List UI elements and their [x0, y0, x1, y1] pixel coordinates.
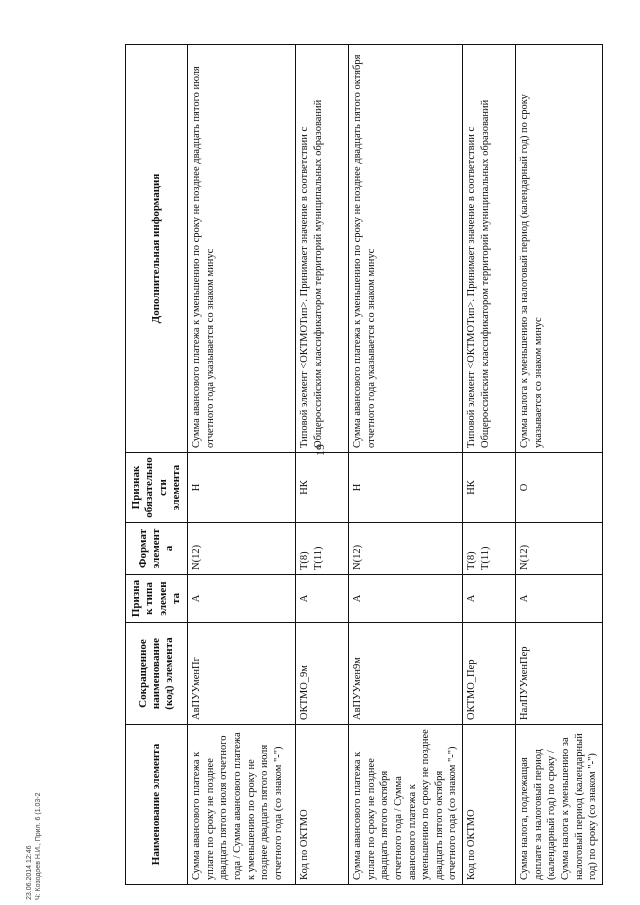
header-element-required: Признак обязательности элемента: [126, 453, 188, 523]
cell-info: Типовой элемент <ОКТМОТип>. Принимает значение в соответствии с Общероссийским классификатором территорий муниципальных образований: [296, 45, 349, 453]
cell-format: T(8) T(11): [463, 523, 516, 575]
cell-required: Н: [188, 453, 296, 523]
cell-info: Сумма налога к уменьшению за налоговый период (календарный год) по сроку указывается со знаком минус: [516, 45, 603, 453]
cell-type: А: [349, 575, 463, 623]
header-element-code: Сокращенное наименование (код) элемента: [126, 623, 188, 725]
cell-format: T(8) T(11): [296, 523, 349, 575]
stamp-author: Ч: Козодоев Н.И., Прил. 6 (1.03-2: [35, 792, 43, 900]
cell-code: АвПУУменПг: [188, 623, 296, 725]
cell-name: Код по ОКТМО: [463, 725, 516, 885]
cell-name: Сумма авансового платежа к уплате по сроку не позднее двадцать пятого июля отчетного года / Сумма авансового платежа к уменьшению по сроку не позднее двадцать пятого июля отчетного года (со знаком "-"): [188, 725, 296, 885]
table-container: [125, 45, 599, 885]
cell-code: ОКТМО_9м: [296, 623, 349, 725]
table-row: [188, 45, 296, 885]
table-row: [463, 45, 516, 885]
table-row: [516, 45, 603, 885]
cell-required: Н: [349, 453, 463, 523]
cell-info: Сумма авансового платежа к уменьшению по сроку не позднее двадцать пятого июля отчетного года указывается со знаком минус: [188, 45, 296, 453]
cell-format: N(12): [349, 523, 463, 575]
cell-type: А: [296, 575, 349, 623]
cell-required: О: [516, 453, 603, 523]
cell-format: N(12): [188, 523, 296, 575]
cell-type: А: [188, 575, 296, 623]
header-element-name: Наименование элемента: [126, 725, 188, 885]
cell-required: НК: [463, 453, 516, 523]
table-row: [349, 45, 463, 885]
cell-code: ОКТМО_Пер: [463, 623, 516, 725]
element-spec-table: [125, 44, 603, 885]
cell-name: Код по ОКТМО: [296, 725, 349, 885]
cell-code: НалПУУменПер: [516, 623, 603, 725]
table-row: [296, 45, 349, 885]
stamp-date: 23.06.2014 12:46: [26, 845, 33, 900]
header-element-format: Формат элемента: [126, 523, 188, 575]
table-header-row: [126, 45, 188, 885]
cell-name: Сумма авансового платежа к уплате по сроку не позднее двадцать пятого октября отчетного года / Сумма авансового платежа к уменьшению по сроку не позднее двадцать пятого октября отчетного года (со знаком "-"): [349, 725, 463, 885]
cell-info: Типовой элемент <ОКТМОТип>. Принимает значение в соответствии с Общероссийским классификатором территорий муниципальных образований: [463, 45, 516, 453]
cell-type: А: [463, 575, 516, 623]
header-additional-info: Дополнительная информация: [126, 45, 188, 453]
cell-name: Сумма налога, подлежащая доплате за налоговый период (календарный год) по сроку / Сумма налога к уменьшению за налоговый период (календарный год) по сроку (со знаком "-"): [516, 725, 603, 885]
cell-format: N(12): [516, 523, 603, 575]
cell-required: НК: [296, 453, 349, 523]
page-number: 19: [312, 444, 327, 456]
cell-code: АвПУУмен9м: [349, 623, 463, 725]
cell-type: А: [516, 575, 603, 623]
cell-info: Сумма авансового платежа к уменьшению по сроку не позднее двадцать пятого октября отчетного года указывается со знаком минус: [349, 45, 463, 453]
document-stamp: [25, 740, 55, 900]
header-element-type: Признак типа элемента: [126, 575, 188, 623]
